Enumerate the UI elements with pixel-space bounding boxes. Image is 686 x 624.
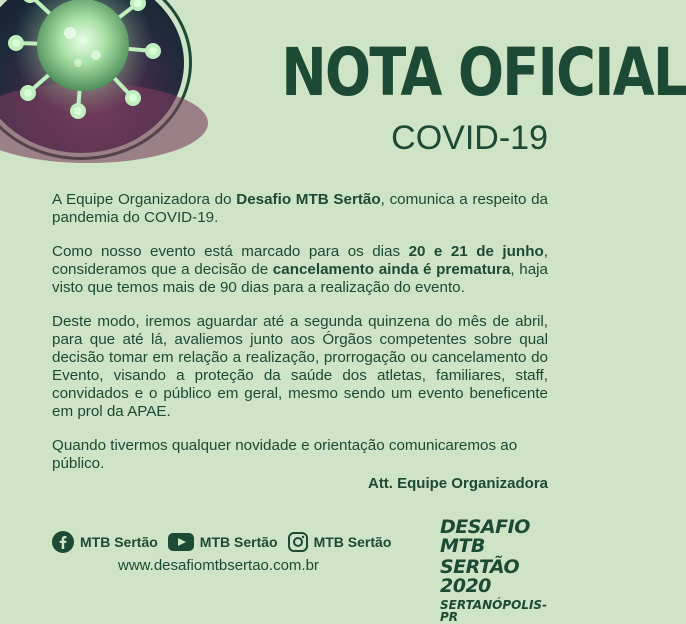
note-body <box>52 191 548 473</box>
signature: Att. Equipe Organizadora <box>367 475 548 492</box>
page-subtitle: COVID-19 <box>391 119 548 157</box>
event-dates: 20 e 21 de junho <box>408 243 544 260</box>
logo-line-2: SERTÃO 2020 <box>440 556 520 597</box>
virus-image <box>0 0 184 153</box>
logo-line-3: SERTANÓPOLIS-PR <box>440 598 548 624</box>
paragraph-4: Quando tivermos qualquer novidade e orientação comunicaremos ao público. <box>52 437 518 472</box>
decision-highlight: cancelamento ainda é prematura <box>272 261 511 278</box>
youtube-icon <box>168 532 194 552</box>
instagram-link[interactable] <box>288 532 392 552</box>
event-name: Desafio MTB Sertão <box>236 191 381 208</box>
paragraph-1: A Equipe Organizadora do Desafio MTB Sertão, comunica a respeito da pandemia do COVID-19. <box>52 191 548 226</box>
paragraph-3: Deste modo, iremos aguardar até a segunda quinzena do mês de abril, para que até lá, avaliemos junto aos Órgãos competentes sobre qual decisão tomar em relação a realização, prorrogação ou cancelamento do Evento, visando a proteção da saúde dos atletas, familiares, staff, convidados e o público em geral, mesmo sendo um evento beneficente em prol da APAE. <box>52 313 548 420</box>
facebook-icon <box>52 531 74 553</box>
virus-image-frame <box>0 0 195 165</box>
page-title: NOTA OFICIAL <box>281 34 686 111</box>
social-links <box>52 531 401 553</box>
facebook-link[interactable] <box>52 531 158 553</box>
virus-illustration <box>0 0 184 153</box>
logo-line-1: DESAFIO MTB <box>440 516 530 557</box>
facebook-label: MTB Sertão <box>80 534 158 550</box>
youtube-label: MTB Sertão <box>199 534 278 550</box>
instagram-icon <box>288 532 308 552</box>
paragraph-2: Como nosso evento está marcado para os dias 20 e 21 de junho, consideramos que a decisão de cancelamento ainda é prematura, haja visto que temos mais de 90 dias para a realização do evento. <box>52 243 549 296</box>
instagram-label: MTB Sertão <box>313 534 392 550</box>
youtube-link[interactable] <box>168 532 278 552</box>
event-logo <box>440 518 560 623</box>
website-link[interactable]: www.desafiomtbsertao.com.br <box>118 557 319 574</box>
